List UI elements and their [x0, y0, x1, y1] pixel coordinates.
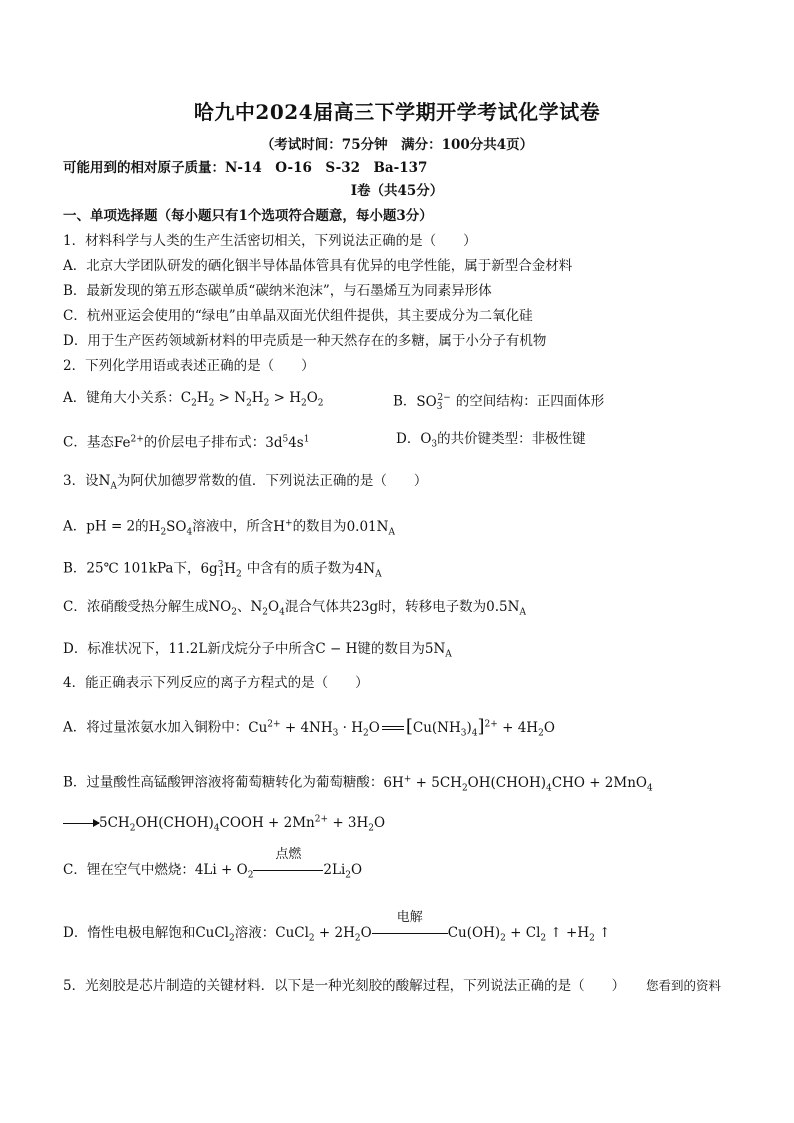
part-heading: Ⅰ卷（共45分）	[350, 183, 444, 199]
q4-c-equation: $4Li + O_2$ 点燃 $2Li_2O$	[194, 847, 363, 881]
q4-d-condition: 电解	[396, 910, 423, 925]
q4-stem: 4．能正确表示下列反应的离子方程式的是（ ）	[63, 675, 369, 691]
q3-option-d: D．标准状况下，11.2L新戊烷分子中所含C − H键的数目为$5N_A$	[63, 641, 452, 660]
q4-option-c: C．锂在空气中燃烧：$4Li + O_2$ 点燃 $2Li_2O$	[63, 847, 363, 881]
q4-c-condition: 点燃	[275, 847, 302, 862]
q5-note: 您看到的资料	[646, 978, 722, 993]
q4-option-b-cont	[63, 810, 385, 837]
atomic-masses: 可能用到的相对原子质量：N-14 O-16 S-32 Ba-137	[63, 160, 428, 176]
q2-stem: 2．下列化学用语或表述正确的是（ ）	[63, 358, 315, 374]
q1-option-d: D．用于生产医药领域新材料的甲壳质是一种天然存在的多糖，属于小分子有机物	[63, 333, 547, 349]
q2-c-ion: $Fe^{2+}$	[113, 434, 144, 451]
q3-option-c: C．浓硝酸受热分解生成$NO_2$、$N_2O_4$混合气体共23g时，转移电子数为$0.5N_A$	[63, 599, 526, 618]
q4-a-equation: $Cu^{2+} + 4NH_3 \cdot H_2O$ $[Cu(NH_3)_4]^{2+} + 4H_2O$	[248, 715, 555, 739]
q3-option-a: A．pH = 2的$H_2SO_4$溶液中，所含H+的数目为$0.01N_A$	[63, 518, 395, 538]
q1-option-c: C．杭州亚运会使用的“绿电”由单晶双面光伏组件提供，其主要成分为二氧化硅	[63, 308, 533, 324]
reaction-arrow-icon	[63, 823, 99, 824]
q2-option-a: A．键角大小关系：$C_2H_2 > N_2H_2 > H_2O_2$	[63, 390, 324, 409]
q4-option-a: A．将过量浓氨水加入铜粉中：$Cu^{2+} + 4NH_3 \cdot H_2O$ $[Cu(NH_3)_4]^{2+} + 4H_2O$	[63, 715, 555, 739]
q2-option-b: B．$SO_3^{2-}$ 的空间结构：正四面体形	[393, 393, 605, 413]
section-heading: 一、单项选择题（每小题只有1个选项符合题意，每小题3分）	[63, 208, 433, 224]
q3-stem: 3．设$N_A$为阿伏加德罗常数的值．下列说法正确的是（ ）	[63, 473, 428, 492]
q2-option-d: D．$O_3$的共价键类型：非极性键	[396, 431, 586, 450]
q3-option-b: B．25℃ 101kPa下，$6g^3_1H_2$ 中含有的质子数为$4N_A$	[63, 560, 382, 580]
q1-stem: 1．材料科学与人类的生产生活密切相关，下列说法正确的是（ ）	[63, 233, 477, 249]
q2-d-formula: $O_3$	[420, 431, 438, 450]
q3-na: $N_A$	[98, 473, 117, 492]
q2-a-formula: $C_2H_2 > N_2H_2 > H_2O_2$	[180, 390, 324, 409]
q2-c-config: $3d^54s^1$	[265, 434, 310, 451]
q4-b-equation-part2: $5CH_2OH(CHOH)_4COOH + 2Mn^{2+} + 3H_2O$	[99, 814, 386, 834]
q4-option-b: B．过量酸性高锰酸钾溶液将葡萄糖转化为葡萄糖酸：$6H^+ + 5CH_2OH(CHOH)_4CHO + 2MnO_4$	[63, 774, 653, 794]
q5-stem: 5．光刻胶是芯片制造的关键材料．以下是一种光刻胶的酸解过程，下列说法正确的是（ ）	[63, 978, 626, 994]
q4-b-equation-part1: $6H^+ + 5CH_2OH(CHOH)_4CHO + 2MnO_4$	[383, 774, 653, 794]
exam-subtitle: （考试时间：75分钟 满分：100分共4页）	[260, 137, 534, 153]
q1-option-b: B．最新发现的第五形态碳单质“碳纳米泡沫”，与石墨烯互为同素异形体	[63, 283, 492, 299]
q4-option-d: D．惰性电极电解饱和CuCl$_2$溶液：CuCl$_2$ + $2H_2O$ 电解 $Cu(OH)_2 + Cl_2$ ↑ $+H_2$ ↑	[63, 910, 611, 944]
q2-option-c: C．基态$Fe^{2+}$的价层电子排布式：$3d^54s^1$	[63, 434, 310, 451]
q4-d-equation: CuCl$_2$ + $2H_2O$ 电解 $Cu(OH)_2 + Cl_2$ ↑ $+H_2$ ↑	[275, 910, 611, 944]
q1-option-a: A．北京大学团队研发的硒化铟半导体晶体管具有优异的电学性能，属于新型合金材料	[63, 258, 573, 274]
q2-b-formula: $SO_3^{2-}$	[416, 393, 451, 413]
exam-title: 哈九中2024届高三下学期开学考试化学试卷	[193, 100, 601, 124]
